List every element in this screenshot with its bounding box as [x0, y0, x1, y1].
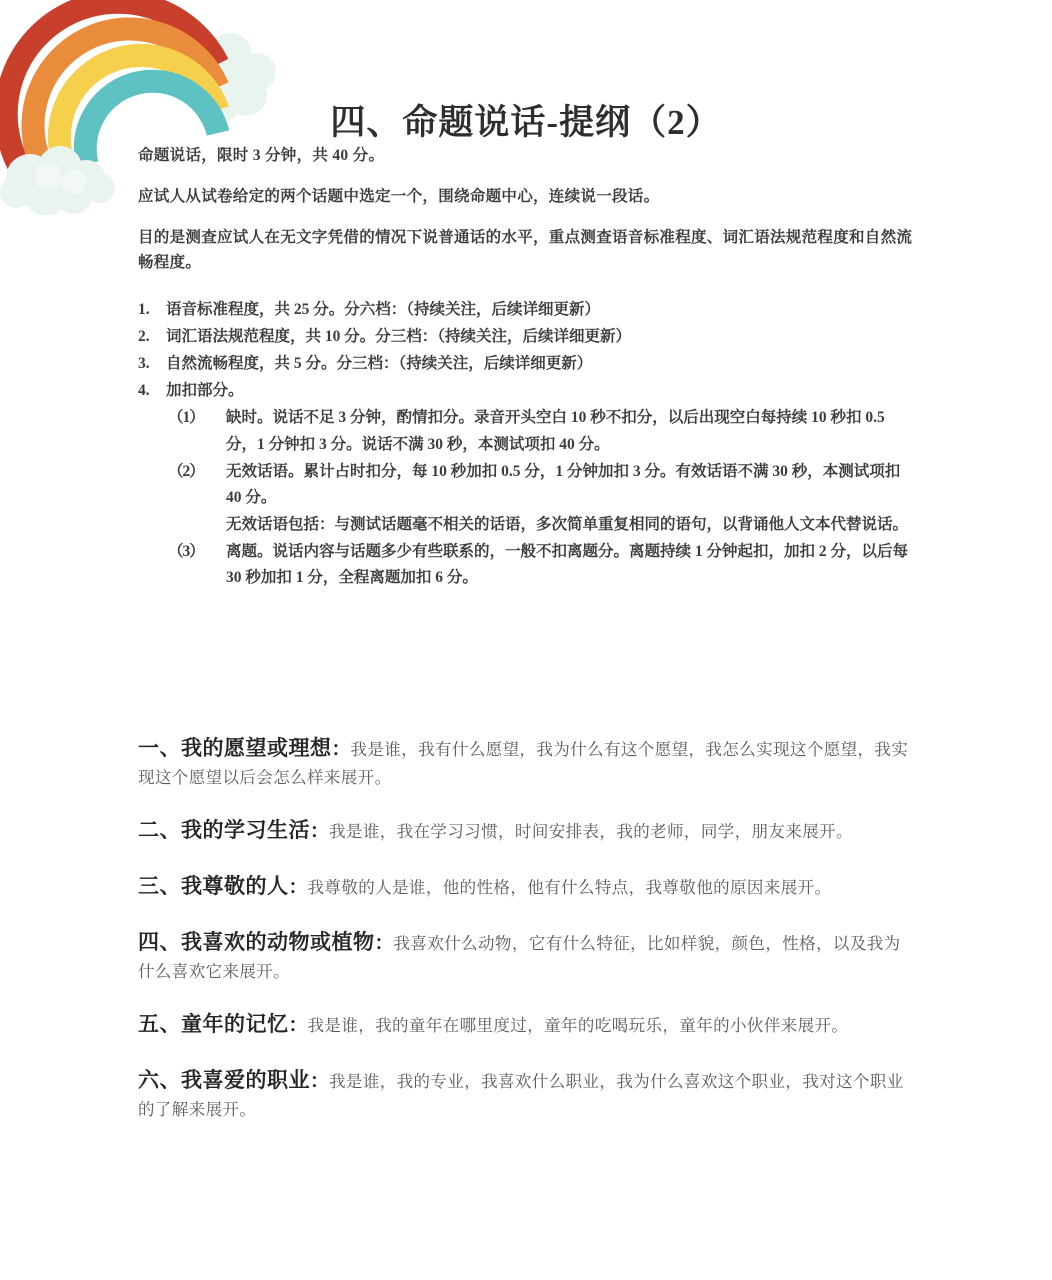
topic-description: 我是谁，我在学习习惯，时间安排表，我的老师，同学，朋友来展开。: [329, 822, 853, 842]
topic-line: [138, 1065, 916, 1123]
deduction-number: （1）: [168, 409, 204, 427]
topic-line: [138, 733, 916, 791]
intro-paragraph-3: 目的是测查应试人在无文字凭借的情况下说普通话的水平，重点测查语音标准程度、词汇语法规范程度和自然流畅程度。: [138, 229, 913, 272]
criteria-text: 词汇语法规范程度，共 10 分。分三档：（持续关注，后续详细更新）: [166, 328, 632, 346]
criteria-number: 3.: [138, 354, 150, 372]
topic-line: [138, 871, 916, 903]
deduction-item: [168, 405, 916, 458]
criteria-text: 自然流畅程度，共 5 分。分三档：（持续关注，后续详细更新）: [166, 354, 593, 372]
deduction-body: [226, 459, 916, 539]
cloud-left-highlight: [34, 162, 86, 194]
topic-colon: ：: [288, 1015, 308, 1037]
topic-description: 我是谁，我有什么愿望，我为什么有这个愿望，我怎么实现这个愿望，我实现这个愿望以后会怎么样来展开。: [138, 740, 909, 787]
deduction-line: 缺时。说话不足 3 分钟，酌情扣分。录音开头空白 10 秒不扣分，以后出现空白每持续 10 秒扣 0.5 分，1 分钟扣 3 分。说话不满 30 秒，本测试项扣 40 分。: [226, 409, 885, 453]
topic-outline-list: [138, 733, 916, 1123]
topic-item: [138, 733, 916, 791]
topic-item: [138, 927, 916, 985]
topic-colon: ：: [288, 877, 308, 899]
topic-heading: 三、我尊敬的人: [138, 874, 289, 899]
deduction-line: 无效话语包括：与测试话题毫不相关的话语，多次简单重复相同的语句，以背诵他人文本代替说话。: [226, 515, 909, 533]
topic-item: [138, 1065, 916, 1123]
criteria-item: [138, 324, 916, 350]
scoring-criteria-list: [138, 297, 916, 403]
deduction-line: 无效话语。累计占时扣分，每 10 秒加扣 0.5 分，1 分钟加扣 3 分。有效话语不满 30 秒，本测试项扣 40 分。: [226, 462, 901, 507]
criteria-number: 4.: [138, 381, 150, 399]
topic-colon: ：: [331, 739, 351, 760]
criteria-text: 语音标准程度，共 25 分。分六档：（持续关注，后续详细更新）: [166, 301, 601, 319]
topic-heading: 六、我喜爱的职业: [138, 1068, 310, 1093]
criteria-item: [138, 351, 916, 377]
intro-paragraph-1: 命题说话，限时 3 分钟，共 40 分。: [138, 147, 385, 164]
deduction-number: （3）: [168, 542, 204, 560]
criteria-item: [138, 378, 916, 404]
topic-line: [138, 1009, 916, 1041]
topic-colon: ：: [310, 821, 330, 843]
document-body: [138, 143, 916, 592]
deduction-item: [168, 539, 916, 592]
criteria-text: 加扣部分。: [166, 381, 244, 399]
topic-description: 我是谁，我的专业，我喜欢什么职业，我为什么喜欢这个职业，我对这个职业的了解来展开。: [138, 1072, 904, 1120]
topic-line: [138, 815, 916, 847]
topic-heading: 一、我的愿望或理想: [138, 736, 332, 760]
deduction-item: [168, 459, 916, 539]
criteria-item: [138, 297, 916, 323]
deduction-body: [226, 539, 916, 592]
topic-description: 我喜欢什么动物，它有什么特征，比如样貌，颜色，性格，以及我为什么喜欢它来展开。: [138, 934, 901, 981]
criteria-number: 2.: [138, 328, 150, 346]
cloud-left-shape: [0, 146, 115, 215]
deduction-line: 离题。说话内容与话题多少有些联系的，一般不扣离题分。离题持续 1 分钟起扣，加扣 2 分，以后每 30 秒加扣 1 分，全程离题加扣 6 分。: [226, 542, 909, 587]
topic-item: [138, 1009, 916, 1041]
topic-heading: 四、我喜欢的动物或植物: [138, 930, 375, 955]
topic-heading: 二、我的学习生活: [138, 818, 310, 843]
topic-heading: 五、童年的记忆: [138, 1012, 289, 1037]
page-title: 四、命题说话-提纲（2）: [330, 103, 722, 143]
topic-colon: ：: [310, 1071, 330, 1093]
topic-line: [138, 927, 916, 985]
topic-item: [138, 815, 916, 847]
intro-paragraph-2: 应试人从试卷给定的两个话题中选定一个，围绕命题中心，连续说一段话。: [138, 188, 660, 206]
deduction-rules-list: [138, 405, 916, 592]
deduction-body: [226, 405, 916, 458]
topic-colon: ：: [374, 933, 394, 955]
deduction-number: （2）: [168, 462, 204, 480]
topic-description: 我是谁，我的童年在哪里度过，童年的吃喝玩乐，童年的小伙伴来展开。: [307, 1016, 849, 1036]
topic-item: [138, 871, 916, 903]
topic-description: 我尊敬的人是谁，他的性格，他有什么特点，我尊敬他的原因来展开。: [307, 878, 832, 898]
criteria-number: 1.: [138, 301, 150, 319]
